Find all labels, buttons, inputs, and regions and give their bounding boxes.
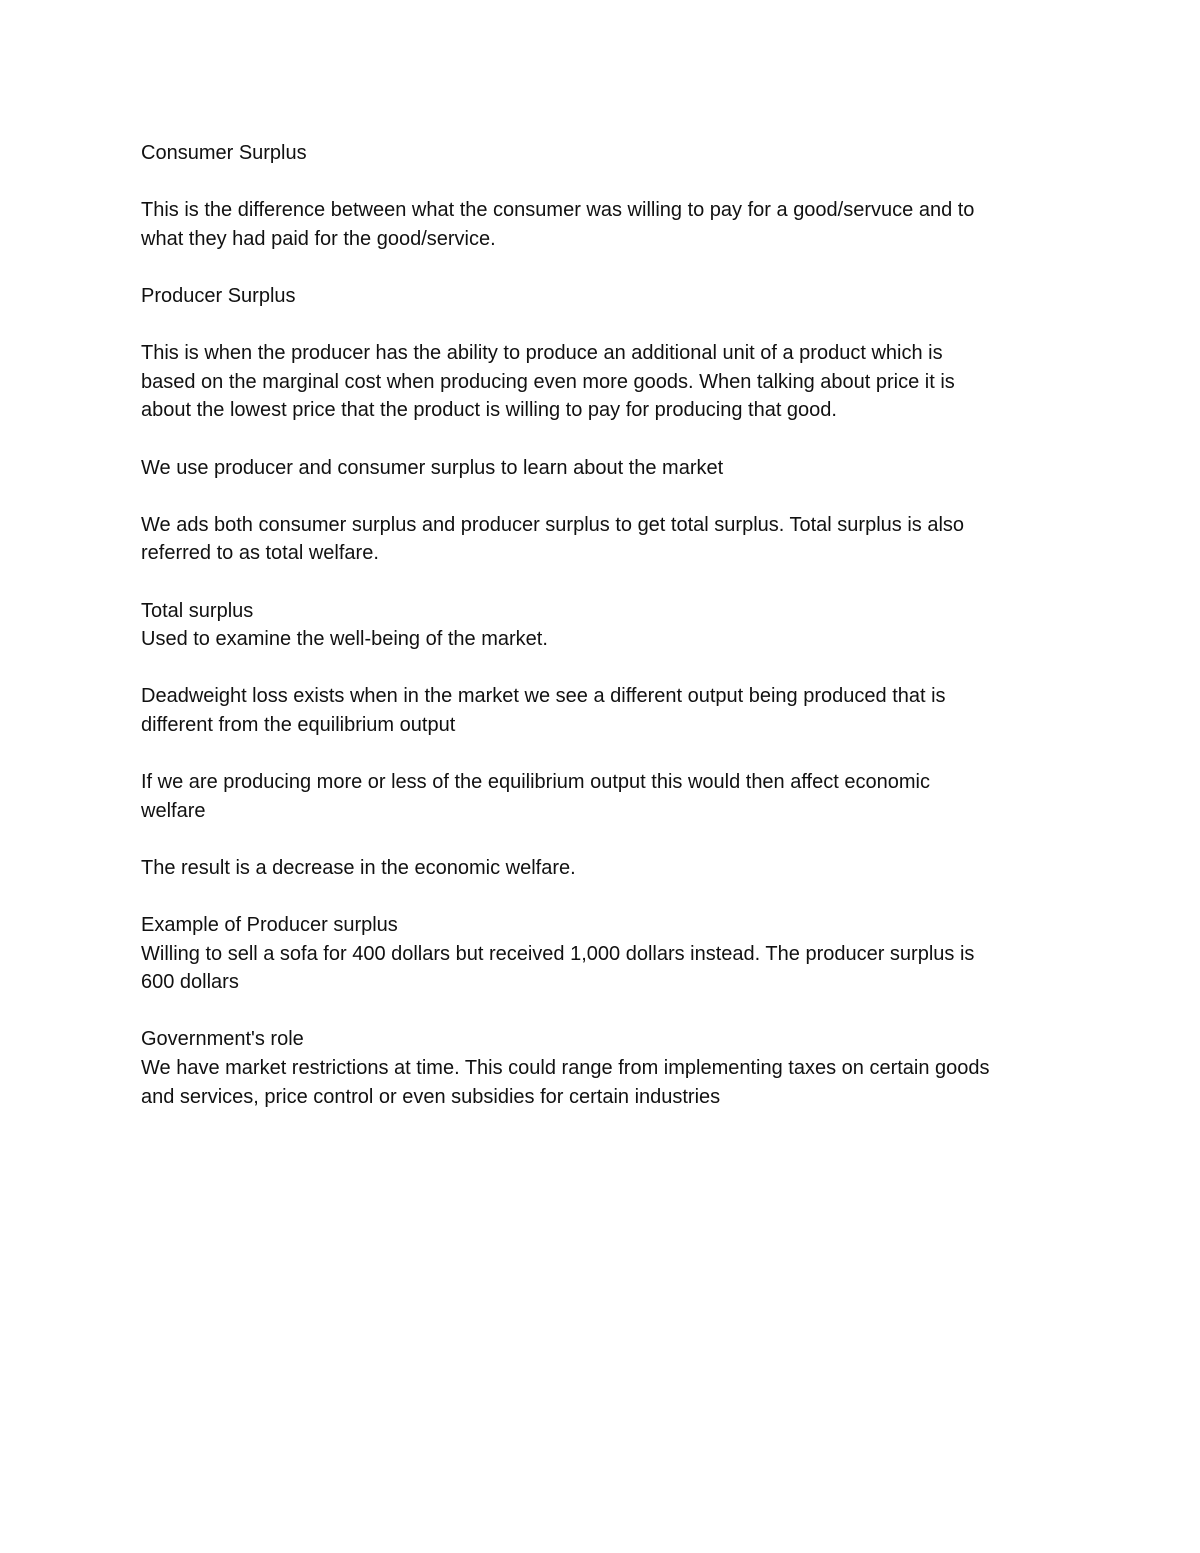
text-line: We ads both consumer surplus and producer surplus to get total surplus. Total surplus is also bbox=[141, 513, 965, 536]
text-line: about the lowest price that the product is willing to pay for producing that good. bbox=[141, 399, 837, 422]
text-line: Government's role bbox=[141, 1028, 304, 1051]
text-line: The result is a decrease in the economic welfare. bbox=[141, 856, 576, 879]
paragraph bbox=[141, 911, 1076, 997]
text-line: We have market restrictions at time. This could range from implementing taxes on certain goods bbox=[141, 1057, 990, 1079]
text-line: Willing to sell a sofa for 400 dollars but received 1,000 dollars instead. The producer surplus is bbox=[141, 942, 975, 965]
paragraph bbox=[141, 682, 1076, 739]
text-line: This is when the producer has the ability to produce an additional unit of a product which is bbox=[141, 342, 943, 365]
paragraph bbox=[141, 282, 1076, 311]
text-line: different from the equilibrium output bbox=[141, 713, 456, 736]
text-line: welfare bbox=[141, 799, 206, 822]
text-line: Consumer Surplus bbox=[141, 142, 307, 164]
text-line: Producer Surplus bbox=[141, 284, 296, 307]
text-line: Example of Producer surplus bbox=[141, 914, 398, 937]
text-line: Total surplus bbox=[141, 599, 254, 622]
paragraph bbox=[141, 511, 1076, 568]
paragraph bbox=[141, 854, 1076, 883]
paragraph bbox=[141, 139, 1076, 168]
text-line: Deadweight loss exists when in the market we see a different output being produced that is bbox=[141, 685, 946, 708]
paragraph bbox=[141, 339, 1076, 425]
text-line: Used to examine the well-being of the market. bbox=[141, 628, 548, 651]
text-line: what they had paid for the good/service. bbox=[141, 227, 496, 250]
text-line: referred to as total welfare. bbox=[141, 542, 379, 565]
text-line: and services, price control or even subsidies for certain industries bbox=[141, 1085, 721, 1108]
text-line: This is the difference between what the consumer was willing to pay for a good/servuce and to bbox=[141, 199, 975, 222]
text-line: We use producer and consumer surplus to learn about the market bbox=[141, 456, 724, 479]
text-line: If we are producing more or less of the equilibrium output this would then affect economic bbox=[141, 771, 930, 794]
text-line: based on the marginal cost when producing even more goods. When talking about price it is bbox=[141, 370, 955, 393]
document-body bbox=[141, 139, 1076, 1140]
text-line: 600 dollars bbox=[141, 971, 239, 994]
paragraph bbox=[141, 1025, 1076, 1111]
paragraph bbox=[141, 597, 1076, 654]
paragraph bbox=[141, 196, 1076, 253]
paragraph bbox=[141, 454, 1076, 483]
paragraph bbox=[141, 768, 1076, 825]
